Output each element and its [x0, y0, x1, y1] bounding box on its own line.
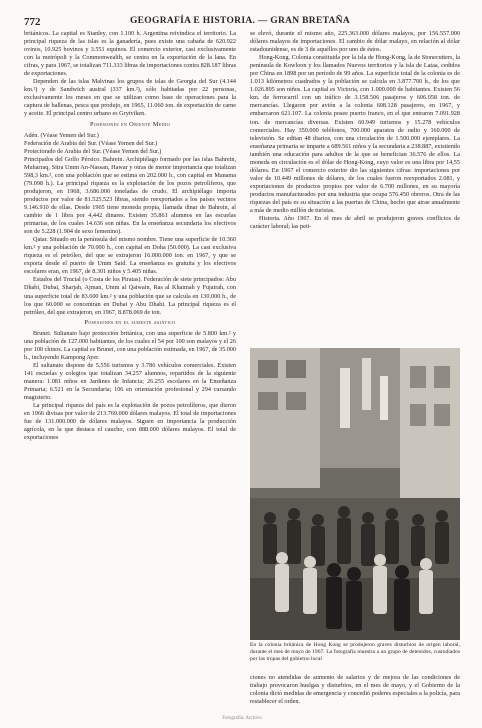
- paragraph: Qatar. Situado en la península del mismo nombre. Tiene una superficie de 10.360 km.² y una población de 70.000 h., con capital en Doha (50.000). La casi exclusiva riqueza es el petróleo, del que se extrajeron 16.000.000 ton. en 1967, y que se exporta desde el puerto de Umm Said. La enseñanza es gratuita y los efectivos escolares eran, en 1967, de 8.301 niños y 5.405 niñas.: [24, 236, 236, 276]
- page-number: 772: [24, 16, 41, 28]
- section-heading: Posesiones en el sudeste asiático: [84, 318, 176, 326]
- photograph-street-crowd-icon: [250, 348, 460, 640]
- page-header-title: GEOGRAFÍA E HISTORIA. — GRAN BRETAÑA: [129, 16, 350, 26]
- paragraph: Adén. (Véase Yemen del Sur.) Federación de Arabia del Sur. (Véase Yemen del Sur.) Protectorado de Arabia del Sur. (Véase Yemen del Sur.): [24, 131, 162, 155]
- paragraph: se elevó, durante el mismo año, 225.363.000 dólares malayos, por 156.557.000 dólares malayos de importaciones. El cambio de dólar malayo, en relación al dólar estadounidense, es de 3 de aquéllos por uno de éstos.: [250, 30, 460, 54]
- right-text-column: [250, 30, 460, 231]
- paragraph: Estados del Trucial (o Costa de los Piratas). Federación de siete principados: Abu Dhabi, Dubai, Sharjah, Ajman, Umm al Qaiwain, Ras al Khaimah y Fujairah, con una superficie total de 83.600 km.² y una población que se calcula en 130.000 h., de los que 60.000 se concentran en Dubai y Abu Dhabi. La principal riqueza es el petróleo, del que extrajeron, en 1967, 8.878.069 de ton.: [24, 276, 236, 316]
- paragraph: Hong-Kong. Colonia constituida por la isla de Hong-Kong, la de Stonecutters, la península de Kowloon y los llamados Nuevos territorios y la isla de Lataa, cedidos por China en 1898 por un período de 99 años. La superficie total de la colonia es de 1.013 kilómetros cuadrados y la población se calcula en 3.877.700 h., de los que 1.026.895 son niños. La capital es Victoria, con 1.000.000 de habitantes. Existen 56 km. de ferrocarril con un tráfico de 3.158.506 pasajeros y 606.058 ton. de mercancías. Llegaron por avión a la colonia 608.128 pasajeros, en 1967, y embarcaron 621.107. La colonia posee puerto franco, en el que entraron 7.091.928 ton. de mercancías diversas. Existen 60.949 turismos y 15.278 vehículos comerciales. Hay 350.000 teléfonos, 700.000 aparatos de radio y 160.000 de televisión. Se editan 48 diarios, con una circulación de 1.500.000 ejemplares. La enseñanza primaria se imparte a 689.561 niños y la secundaria a 238.887, existiendo también una educación para adultos de la que se benefician 36.576 de ellos. La moneda en circulación es el dólar de Hong-Kong, cuyo valor es una libra por 14,55 dólares. En 1967 el comercio exterior dio las siguientes cifras: importaciones por valor de 10.449 millones de dólares, de los cuales fueron reexportados 2.081, y exportaciones de productos propios por valor de 6.700 millones, en su mayoría productos manufacturados por una industria que ocupa 576.450 obreros. Otra de las riquezas del país es su situación a las puertas de China, hecho que atrae anualmente a más de medio millón de turistas.: [250, 54, 460, 215]
- photo-caption: En la colonia británica de Hong Kong se produjeron graves disturbios de origen laboral, durante el mes de mayo de 1967. La fotografía muestra a un grupo de detenidos, custodiados por las tropas del gobierno local: [250, 642, 460, 663]
- paragraph: británicos. La capital es Stanley, con 1.100 h. Argentina reivindica el territorio. La principal riqueza de las islas es la ganadería, pues existe una cabaña de 620.922 ovinos, 10.925 bovinos y 3.551 equinos. El comercio exterior, casi exclusivamente con la metrópoli y la Commonwealth, se centra en la exportación de la lana. En cifras, y para 1967, se totalizan 711.333 libras de importaciones contra 828.187 libras de exportaciones.: [24, 30, 236, 78]
- paragraph: El sultanato dispone de 5.556 turismos y 3.786 vehículos comerciales. Existen 141 escuelas y colegios que totalizan 34.257 alumnos, repartidos de la siguiente manera: 1.081 niños en Jardines de Infancia; 26.255 escolares en la Enseñanza Primaria; 6.521 en la Secundaria; 106 en orientación profesional y 294 cursando magisterio.: [24, 361, 236, 402]
- paragraph: Historia. Año 1967. En el mes de abril se produjeron graves conflictos de carácter laboral; las peti-: [250, 215, 460, 231]
- paragraph: ciones no atendidas de aumento de salarios y de mejora de las condiciones de trabajo provocaron huelgas y disturbios, en el mes de mayo, y el Gobierno de la colonia dictó medidas de emergencia y concedió poderes especiales a la policía, para restablecer el orden.: [250, 674, 460, 706]
- paragraph: Brunei. Sultanato bajo protección británica, con una superficie de 5.800 km.² y una población de 127.000 habitantes, de los cuales el 54 por 100 son malayos y el 26 por 100 chinos. La capital es Brunei, con una población estimada, en 1967, de 35.000 h., incluyendo Kampong Ayer.: [24, 329, 236, 361]
- section-heading: Posesiones en Oriente Medio: [89, 120, 171, 128]
- paragraph: Dependen de las islas Malvinas los grupos de islas de Georgia del Sur (4.144 km.²) y de Sandwich austral (337 km.²), sólo habitadas por 22 personas, exclusivamente los meses en que se utilizan como base de operaciones para la captura de ballenas, pesca que produjo, en 1965, 11.060 ton. de exportación de carne y aceite. El principal centro urbano es Grytviken.: [24, 78, 236, 118]
- paragraph: Principados del Golfo Pérsico. Bahrein. Archipiélago formado por las islas Bahrein, Muharraq, Sitra Umm An-Nassan, Hawar y otras de menor importancia que totalizan 598,3 km.², con una población que se estima en 202.000 h., con capital en Manama (79.098 h.). La principal riqueza es la explotación de los pozos petrolíferos, que produjeron, en 1968, 3.686.000 toneladas de crudo. El archipiélago importa productos por valor de 81.525.523 libras, siendo reexportados a los países vecinos 9.146.910 de ellas. Desde 1965 tiene moneda propia, llamada dinar de Bahrein, al cambio de 1 libra por 4,442 dinares. Existen 35.861 alumnos en las escuelas primarias, de los cuales 14.636 son niñas. En la enseñanza secundaria los efectivos son de 5.228 (1.904 de sexo femenino).: [24, 155, 236, 236]
- news-photograph: [250, 348, 460, 640]
- paragraph: La principal riqueza del país es la explotación de pozos petrolíferos, que dieron en 1966 divisas por valor de 213.769.000 dólares malayos. El total de importaciones fue de 131.000.000 de dólares malayos. Siguen en importancia la producción agrícola, en la que destaca el caucho, con 888.000 dólares malayos. El total de exportaciones: [24, 402, 236, 442]
- right-column-continuation: [250, 674, 460, 706]
- left-text-column: [24, 30, 236, 442]
- photo-credit: Fotografía: Archivo: [222, 716, 262, 721]
